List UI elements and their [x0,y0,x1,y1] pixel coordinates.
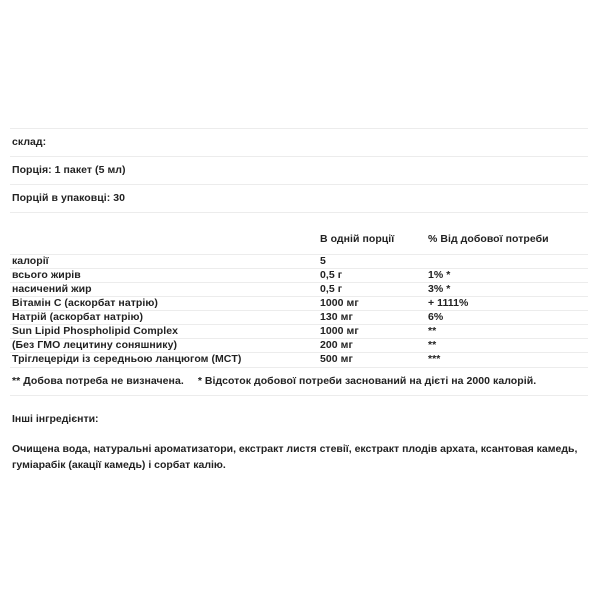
servings-per-container-label: Порцій в упаковці: 30 [10,185,588,213]
footnote-single-asterisk: * Відсоток добової потреби заснований на дієті на 2000 калорій. [197,374,537,387]
table-row-composition [10,129,588,157]
column-header-amount-per-serving: В одній порції [320,226,428,254]
table-row [10,268,588,282]
table-row-serving-size [10,157,588,185]
table-row [10,339,588,353]
nutrient-dv: 3% * [428,282,588,296]
serving-size-label: Порція: 1 пакет (5 мл) [10,157,588,185]
table-row-footnotes [10,367,588,395]
nutrient-name: калорії [10,254,320,268]
nutrient-name: Вітамін C (аскорбат натрію) [10,296,320,310]
table-row-servings-per-container [10,185,588,213]
nutrient-amount: 0,5 г [320,268,428,282]
nutrient-name: Натрій (аскорбат натрію) [10,311,320,325]
nutrient-amount: 1000 мг [320,296,428,310]
nutrient-dv: ** [428,325,588,339]
column-header-percent-daily-value: % Від добової потреби [428,226,588,254]
nutrient-amount: 130 мг [320,311,428,325]
table-row [10,254,588,268]
table-row [10,325,588,339]
nutrient-dv: + 1111% [428,296,588,310]
table-header-row [10,226,588,254]
other-ingredients-block [12,413,588,473]
nutrient-amount: 500 мг [320,353,428,367]
nutrient-dv [428,254,588,268]
nutrient-dv: *** [428,353,588,367]
nutrient-amount: 200 мг [320,339,428,353]
nutrient-amount: 1000 мг [320,325,428,339]
table-row [10,353,588,367]
table-row [10,296,588,310]
nutrient-name: (Без ГМО лецитину соняшнику) [10,339,320,353]
footnotes-cell [10,367,588,395]
nutrient-name: Sun Lipid Phospholipid Complex [10,325,320,339]
table-spacer [10,213,588,226]
other-ingredients-text: Очищена вода, натуральні ароматизатори, екстракт листя стевії, екстракт плодів архата, ксантовая камедь, гуміарабік (акації камедь) і сорбат калію. [12,442,578,471]
nutrient-name: Тріглецеріди із середньою ланцюгом (MCT) [10,353,320,367]
other-ingredients-title: Інші інгредієнти: [12,413,99,425]
nutrient-name: всього жирів [10,268,320,282]
nutrient-name: насичений жир [10,282,320,296]
table-row [10,311,588,325]
footnote-double-asterisk: ** Добова потреба не визначена. [12,374,184,387]
supplement-facts-table [10,128,588,396]
composition-label: склад: [10,129,588,157]
nutrient-amount: 0,5 г [320,282,428,296]
table-row [10,282,588,296]
column-header-nutrient [10,226,320,254]
nutrient-dv: 6% [428,311,588,325]
nutrient-dv: ** [428,339,588,353]
nutrient-amount: 5 [320,254,428,268]
nutrient-dv: 1% * [428,268,588,282]
table-spacer-cell [10,213,588,226]
